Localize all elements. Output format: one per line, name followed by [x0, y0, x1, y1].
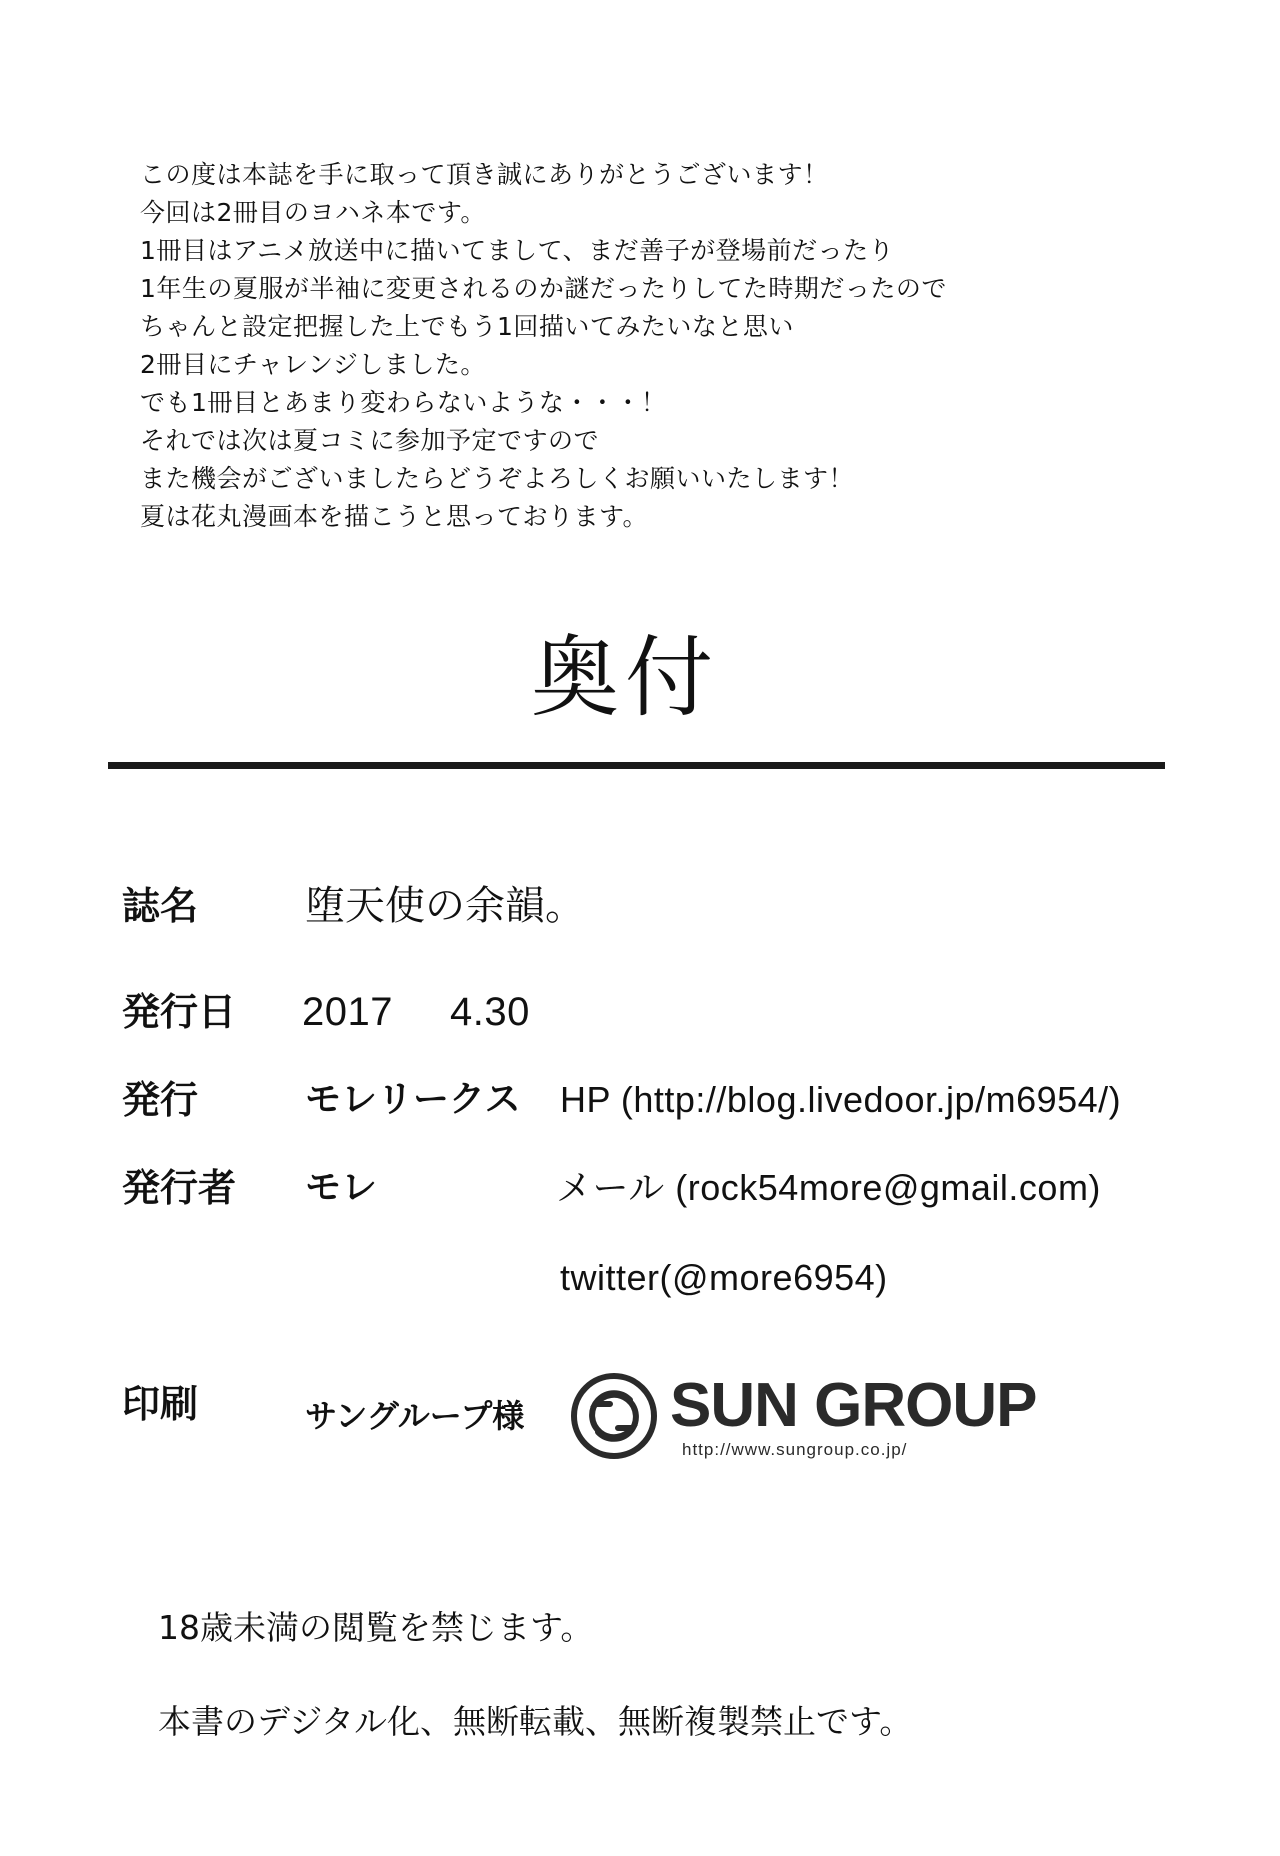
- printer-value: サングループ様: [305, 1397, 525, 1435]
- author-twitter: twitter(@more6954): [560, 1257, 888, 1298]
- afterword-line: 2冊目にチャレンジしました。: [140, 350, 486, 379]
- title-label: 誌名: [122, 884, 199, 928]
- title-divider: [108, 762, 1165, 769]
- author-email: メール (rock54more@gmail.com): [556, 1167, 1101, 1208]
- age-restriction-notice: 18歳未満の閲覧を禁じます。: [158, 1608, 594, 1647]
- sun-group-logo: [570, 1368, 1037, 1468]
- author-label: 発行者: [122, 1166, 237, 1210]
- logo-name: SUN GROUP: [670, 1371, 1037, 1440]
- printer-label: 印刷: [122, 1382, 199, 1426]
- title-value: 堕天使の余韻。: [305, 883, 585, 929]
- author-value: モレ: [305, 1167, 378, 1208]
- afterword-line: また機会がございましたらどうぞよろしくお願いいたします！: [140, 464, 855, 493]
- colophon-title: 奥付: [530, 626, 719, 729]
- issue-date-year: 2017: [302, 990, 393, 1034]
- sun-group-mark-icon: [570, 1372, 658, 1460]
- afterword-line: それでは次は夏コミに参加予定ですので: [140, 426, 600, 455]
- copyright-notice: 本書のデジタル化、無断転載、無断複製禁止です。: [158, 1702, 913, 1741]
- afterword-line: 1冊目はアニメ放送中に描いてまして、まだ善子が登場前だったり: [140, 236, 895, 265]
- issue-date-label: 発行日: [122, 990, 237, 1034]
- afterword-line: 1年生の夏服が半袖に変更されるのか謎だったりしてた時期だったので: [140, 274, 947, 303]
- publisher-value: モレリークス: [305, 1079, 521, 1120]
- afterword-line: 今回は2冊目のヨハネ本です。: [140, 198, 486, 227]
- logo-url: http://www.sungroup.co.jp/: [682, 1440, 908, 1459]
- afterword-line: 夏は花丸漫画本を描こうと思っております。: [140, 502, 649, 531]
- publisher-homepage: HP (http://blog.livedoor.jp/m6954/): [560, 1079, 1122, 1120]
- publisher-label: 発行: [122, 1078, 199, 1122]
- afterword-line: この度は本誌を手に取って頂き誠にありがとうございます！: [140, 160, 829, 189]
- afterword-message: [140, 156, 1180, 536]
- afterword-line: でも1冊目とあまり変わらないような・・・！: [140, 388, 667, 417]
- issue-date-day: 4.30: [450, 990, 530, 1034]
- afterword-line: ちゃんと設定把握した上でもう1回描いてみたいなと思い: [140, 312, 794, 341]
